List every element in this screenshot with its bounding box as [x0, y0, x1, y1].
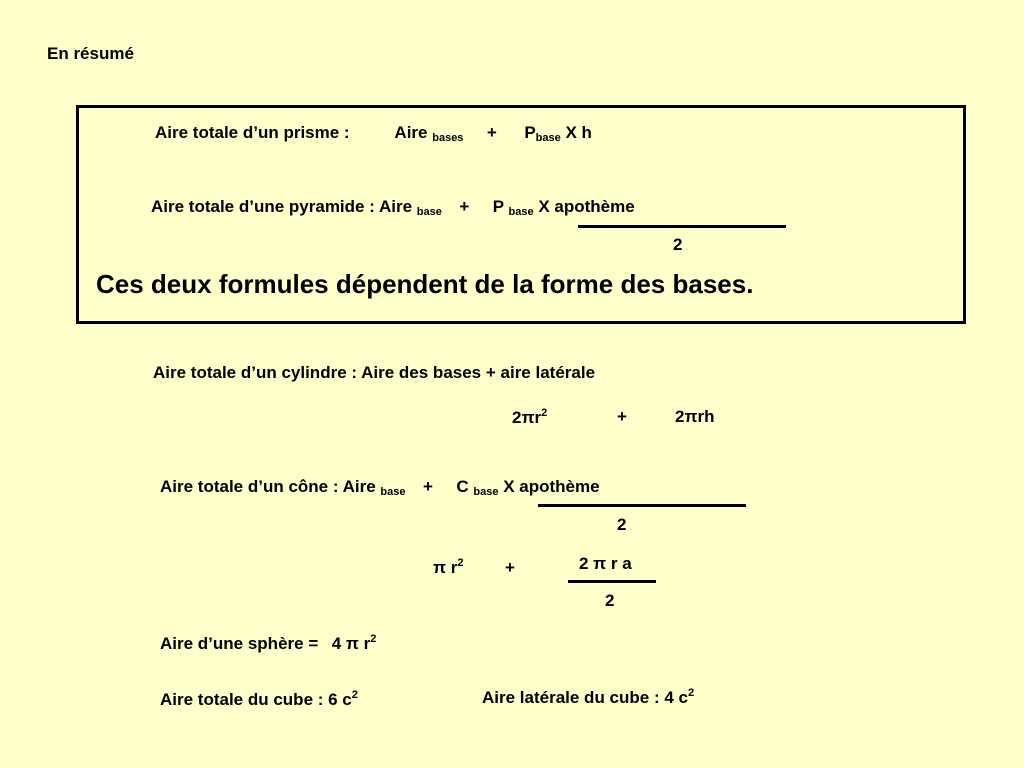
- cube-total: Aire totale du cube : 6 $c^2$: [160, 689, 358, 709]
- cone-frac-denominator: 2: [605, 591, 615, 610]
- prism-plus: +: [486, 123, 497, 142]
- pyramid-plus: +: [459, 197, 470, 216]
- pyramid-tail: X apothème: [538, 197, 635, 216]
- cone-small-fraction-bar: [568, 580, 656, 583]
- cone-denominator: 2: [617, 515, 627, 534]
- prism-aire-sub: bases: [432, 132, 464, 144]
- pyramid-denominator: 2: [673, 235, 683, 254]
- cylinder-term2: 2πrh: [675, 407, 715, 426]
- pyramid-aire-sub: base: [416, 206, 442, 218]
- page-title: En résumé: [47, 44, 134, 63]
- cone-label: Aire totale d’un cône : Aire: [160, 477, 376, 496]
- sphere-value: 4 π r: [331, 634, 371, 653]
- cone-tail: X apothème: [503, 477, 600, 496]
- prism-p-sub: base: [535, 132, 561, 144]
- pyramid-p: P: [492, 197, 504, 216]
- cone-frac-numerator: 2 π r a: [579, 554, 632, 573]
- cone-plus2: +: [505, 558, 515, 577]
- cone-term1: π $r^2$: [433, 557, 464, 577]
- cone-plus: +: [422, 477, 433, 496]
- cylinder-term1: $2\pi r^2$: [512, 407, 548, 427]
- cone-aire-sub: base: [380, 486, 406, 498]
- cone-c: C: [456, 477, 469, 496]
- pyramid-p-sub: base: [508, 206, 534, 218]
- pyramid-label: Aire totale d’une pyramide : Aire: [151, 197, 413, 216]
- prism-tail: X h: [565, 123, 592, 142]
- sphere-label: Aire d’une sphère =: [160, 634, 319, 653]
- pyramid-fraction-bar: [578, 225, 786, 228]
- cone-c-sub: base: [473, 486, 499, 498]
- cube-lateral: Aire latérale du cube : 4 $c^2$: [482, 687, 695, 707]
- cylinder-plus: +: [617, 407, 627, 426]
- sphere-formula: [160, 633, 376, 654]
- cone-formula: [160, 477, 600, 498]
- prism-p: P: [524, 123, 536, 142]
- prism-label: Aire totale d’un prisme :: [155, 123, 350, 142]
- bases-note: Ces deux formules dépendent de la forme des bases.: [96, 269, 754, 299]
- prism-formula: [155, 123, 592, 144]
- cone-fraction-bar: [538, 504, 746, 507]
- cylinder-label: Aire totale d’un cylindre : Aire des bases + aire latérale: [153, 363, 596, 382]
- prism-aire: Aire: [394, 123, 428, 142]
- pyramid-formula: [151, 197, 635, 218]
- sphere-value-sup: 2: [370, 633, 377, 645]
